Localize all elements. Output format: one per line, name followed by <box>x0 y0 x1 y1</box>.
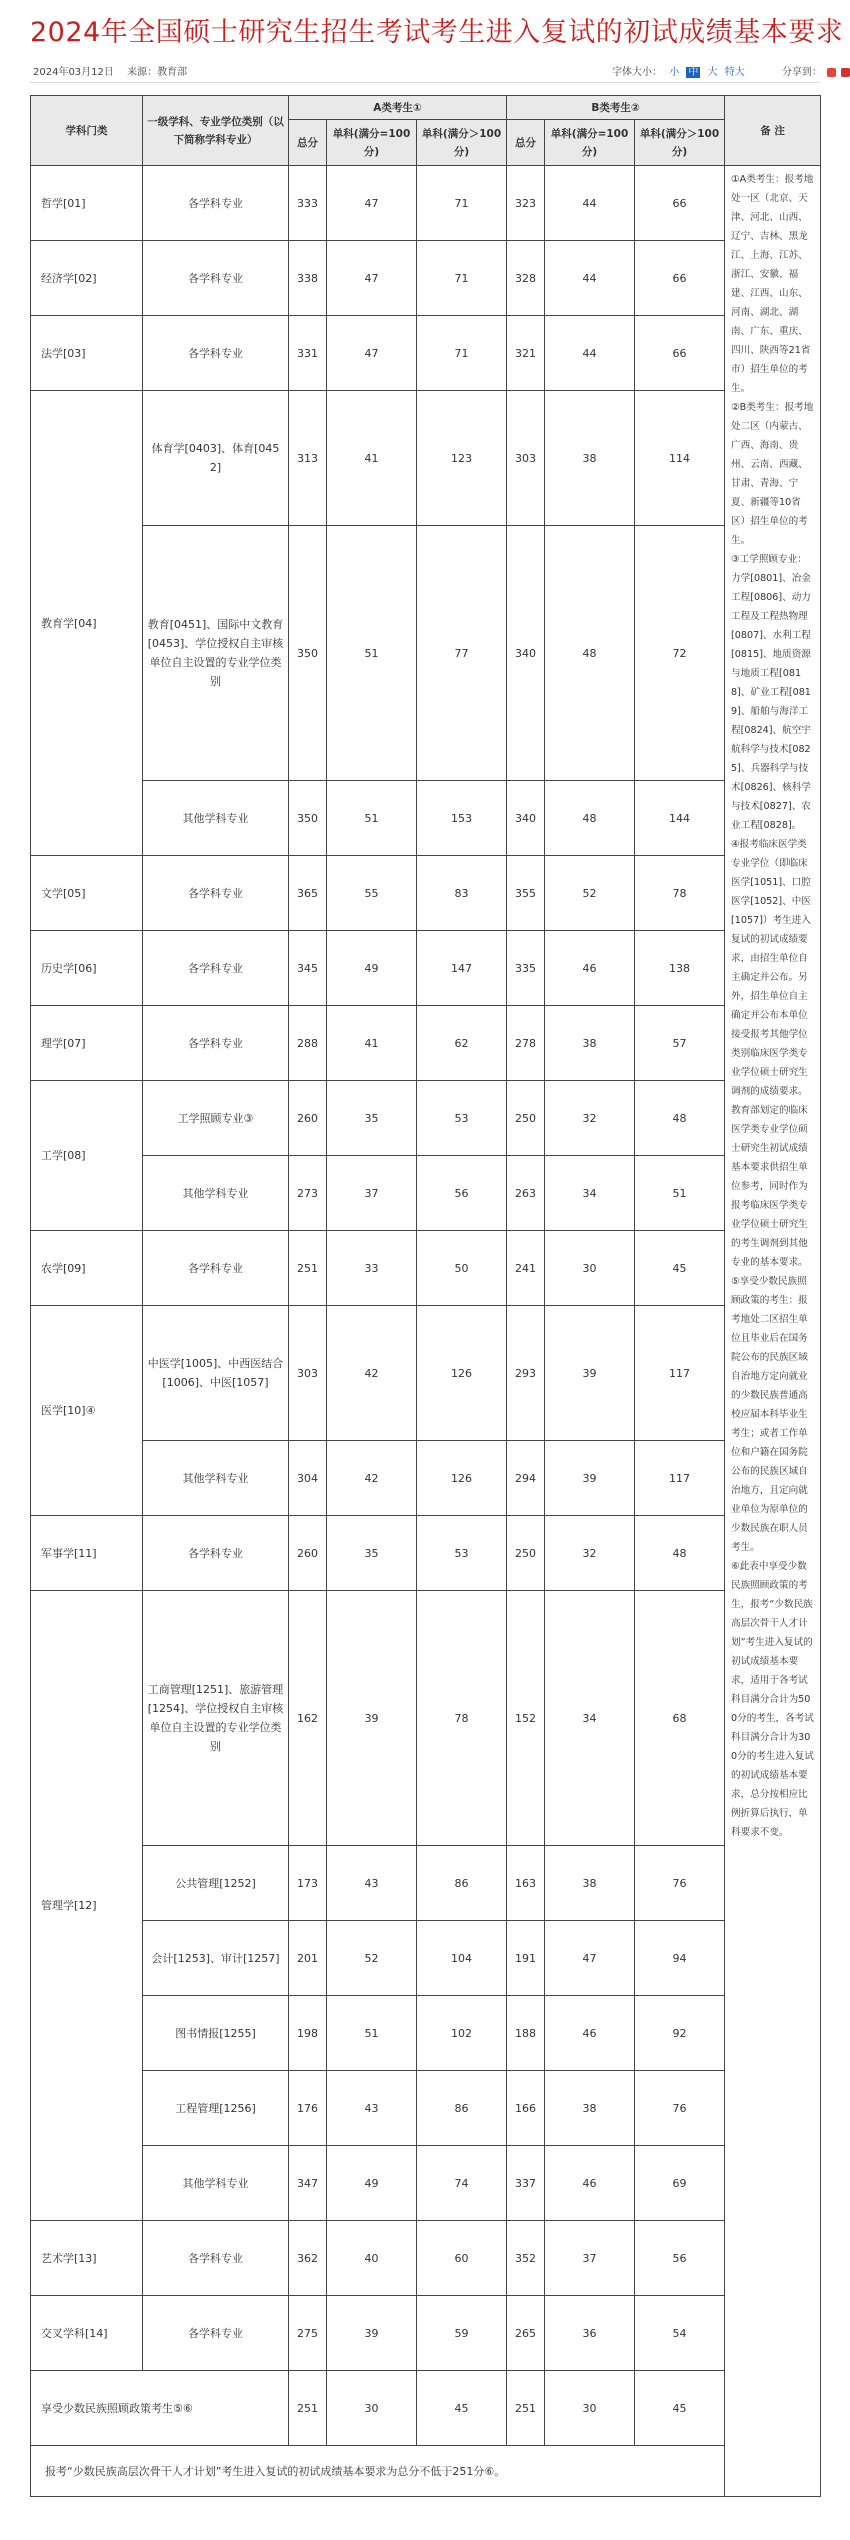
group-b-score-cell: 48 <box>635 1081 725 1156</box>
group-a-score-cell: 77 <box>417 526 507 781</box>
footer-note: 报考“少数民族高层次骨干人才计划”考生进入复试的初试成绩基本要求为总分不低于251分⑥。 <box>31 2446 725 2497</box>
group-a-score-cell: 60 <box>417 2221 507 2296</box>
group-b-score-cell: 38 <box>545 391 635 526</box>
group-a-score-cell: 201 <box>289 1921 327 1996</box>
category-cell: 各学科专业 <box>143 856 289 931</box>
share-label: 分享到： <box>781 67 822 78</box>
group-b-score-cell: 250 <box>507 1516 545 1591</box>
group-b-score-cell: 66 <box>635 241 725 316</box>
group-a-score-cell: 102 <box>417 1996 507 2071</box>
category-cell: 体育学[0403]、体育[0452] <box>143 391 289 526</box>
table-row <box>31 2071 821 2146</box>
group-b-score-cell: 72 <box>635 526 725 781</box>
group-b-score-cell: 39 <box>545 1306 635 1441</box>
group-b-score-cell: 337 <box>507 2146 545 2221</box>
group-a-score-cell: 49 <box>327 2146 417 2221</box>
group-a-score-cell: 362 <box>289 2221 327 2296</box>
header-a-single-over100: 单科(满分＞100分) <box>417 120 507 166</box>
article-tools <box>612 63 850 78</box>
category-cell: 各学科专业 <box>143 2221 289 2296</box>
group-a-score-cell: 126 <box>417 1306 507 1441</box>
group-b-score-cell: 335 <box>507 931 545 1006</box>
group-a-score-cell: 40 <box>327 2221 417 2296</box>
table-row <box>31 526 821 781</box>
category-cell: 其他学科专业 <box>143 2146 289 2221</box>
group-b-score-cell: 166 <box>507 2071 545 2146</box>
group-b-score-cell: 66 <box>635 316 725 391</box>
group-b-score-cell: 37 <box>545 2221 635 2296</box>
discipline-cell: 文学[05] <box>31 856 143 931</box>
group-a-score-cell: 62 <box>417 1006 507 1081</box>
category-cell: 教育[0451]、国际中文教育[0453]、学位授权自主审核单位自主设置的专业学位类别 <box>143 526 289 781</box>
header-b-single-over100: 单科(满分＞100分) <box>635 120 725 166</box>
category-cell: 各学科专业 <box>143 1006 289 1081</box>
group-a-score-cell: 53 <box>417 1081 507 1156</box>
group-b-score-cell: 45 <box>635 1231 725 1306</box>
group-a-score-cell: 35 <box>327 1516 417 1591</box>
group-b-score-cell: 36 <box>545 2296 635 2371</box>
group-a-score-cell: 176 <box>289 2071 327 2146</box>
discipline-cell: 工学[08] <box>31 1081 143 1231</box>
group-a-score-cell: 365 <box>289 856 327 931</box>
discipline-cell: 交叉学科[14] <box>31 2296 143 2371</box>
group-b-score-cell: 66 <box>635 166 725 241</box>
group-a-score-cell: 41 <box>327 1006 417 1081</box>
group-a-score-cell: 347 <box>289 2146 327 2221</box>
group-b-score-cell: 38 <box>545 2071 635 2146</box>
group-a-score-cell: 198 <box>289 1996 327 2071</box>
group-b-score-cell: 48 <box>635 1516 725 1591</box>
group-b-score-cell: 94 <box>635 1921 725 1996</box>
group-b-score-cell: 163 <box>507 1846 545 1921</box>
table-row <box>31 391 821 526</box>
group-b-score-cell: 293 <box>507 1306 545 1441</box>
header-category: 一级学科、专业学位类别（以下简称学科专业） <box>143 96 289 166</box>
notes-cell <box>725 166 821 2497</box>
category-cell: 各学科专业 <box>143 1516 289 1591</box>
group-b-score-cell: 38 <box>545 1006 635 1081</box>
group-a-score-cell: 71 <box>417 166 507 241</box>
group-b-score-cell: 34 <box>545 1156 635 1231</box>
group-b-score-cell: 340 <box>507 781 545 856</box>
group-a-score-cell: 331 <box>289 316 327 391</box>
group-b-score-cell: 34 <box>545 1591 635 1846</box>
discipline-cell: 历史学[06] <box>31 931 143 1006</box>
group-b-score-cell: 263 <box>507 1156 545 1231</box>
note-paragraph: ③工学照顾专业：力学[0801]、冶金工程[0806]、动力工程及工程热物理[0807]、水利工程[0815]、地质资源与地质工程[0818]、矿业工程[0819]、船舶与海洋工程[0824]、航空宇航科学与技术[0825]、兵器科学与技术[0826]、核科学与技术[0827]、农业工程[0828]。 <box>731 554 811 831</box>
header-group-a: A类考生① <box>289 96 507 120</box>
group-b-score-cell: 46 <box>545 931 635 1006</box>
group-a-score-cell: 333 <box>289 166 327 241</box>
group-b-score-cell: 152 <box>507 1591 545 1846</box>
note-paragraph: ④报考临床医学类专业学位（即临床医学[1051]、口腔医学[1052]、中医[1057]）考生进入复试的初试成绩要求，由招生单位自主确定并公布。另外，招生单位自主确定并公布本单位接受报考其他学位类别临床医学类专业学位硕士研究生调剂的成绩要求。教育部划定的临床医学类专业学位硕士研究生初试成绩基本要求供招生单位参考，同时作为报考临床医学类专业学位硕士研究生的考生调剂到其他专业的基本要求。 <box>731 839 811 1268</box>
group-b-score-cell: 114 <box>635 391 725 526</box>
group-b-score-cell: 76 <box>635 2071 725 2146</box>
table-row <box>31 856 821 931</box>
note-paragraph: ⑥此表中享受少数民族照顾政策的考生，报考“少数民族高层次骨干人才计划”考生进入复试的初试成绩基本要求，适用于各考试科目满分合计为500分的考生，各考试科目满分合计为300分的考生进入复试的初试成绩基本要求，总分按相应比例折算后执行，单科要求不变。 <box>731 1561 814 1838</box>
discipline-cell: 享受少数民族照顾政策考生⑤⑥ <box>31 2371 289 2446</box>
group-a-score-cell: 56 <box>417 1156 507 1231</box>
group-a-score-cell: 86 <box>417 2071 507 2146</box>
group-a-score-cell: 52 <box>327 1921 417 1996</box>
discipline-cell: 管理学[12] <box>31 1591 143 2221</box>
group-b-score-cell: 241 <box>507 1231 545 1306</box>
group-b-score-cell: 46 <box>545 1996 635 2071</box>
group-a-score-cell: 42 <box>327 1441 417 1516</box>
table-row <box>31 316 821 391</box>
group-b-score-cell: 68 <box>635 1591 725 1846</box>
group-b-score-cell: 38 <box>545 1846 635 1921</box>
group-b-score-cell: 323 <box>507 166 545 241</box>
group-b-score-cell: 265 <box>507 2296 545 2371</box>
header-a-single100: 单科(满分=100分) <box>327 120 417 166</box>
header-b-total: 总分 <box>507 120 545 166</box>
category-cell: 各学科专业 <box>143 166 289 241</box>
publish-date: 2024年03月12日 <box>33 67 114 78</box>
group-b-score-cell: 303 <box>507 391 545 526</box>
font-medium-button[interactable]: 中 <box>688 67 699 78</box>
table-row <box>31 1996 821 2071</box>
group-b-score-cell: 48 <box>545 526 635 781</box>
group-a-score-cell: 51 <box>327 1996 417 2071</box>
group-b-score-cell: 78 <box>635 856 725 931</box>
group-b-score-cell: 340 <box>507 526 545 781</box>
header-b-single100: 单科(满分=100分) <box>545 120 635 166</box>
group-a-score-cell: 71 <box>417 316 507 391</box>
group-a-score-cell: 162 <box>289 1591 327 1846</box>
group-b-score-cell: 30 <box>545 2371 635 2446</box>
table-row <box>31 781 821 856</box>
font-xlarge-button[interactable]: 特大 <box>724 67 745 78</box>
table-row <box>31 931 821 1006</box>
group-b-score-cell: 48 <box>545 781 635 856</box>
qzone-share-icon[interactable] <box>841 68 850 77</box>
group-a-score-cell: 338 <box>289 241 327 316</box>
discipline-cell: 哲学[01] <box>31 166 143 241</box>
note-paragraph: ⑤享受少数民族照顾政策的考生：报考地处二区招生单位且毕业后在国务院公布的民族区域自治地方定向就业的少数民族普通高校应届本科毕业生考生；或者工作单位和户籍在国务院公布的民族区域自治地方，且定向就业单位为原单位的少数民族在职人员考生。 <box>731 1276 808 1553</box>
page-title: 2024年全国硕士研究生招生考试考生进入复试的初试成绩基本要求 <box>30 17 844 48</box>
table-row <box>31 2371 821 2446</box>
group-a-score-cell: 55 <box>327 856 417 931</box>
group-b-score-cell: 44 <box>545 241 635 316</box>
group-b-score-cell: 352 <box>507 2221 545 2296</box>
group-b-score-cell: 39 <box>545 1441 635 1516</box>
discipline-cell: 理学[07] <box>31 1006 143 1081</box>
group-a-score-cell: 78 <box>417 1591 507 1846</box>
group-a-score-cell: 126 <box>417 1441 507 1516</box>
discipline-cell: 法学[03] <box>31 316 143 391</box>
group-a-score-cell: 350 <box>289 526 327 781</box>
group-b-score-cell: 32 <box>545 1516 635 1591</box>
group-b-score-cell: 57 <box>635 1006 725 1081</box>
group-a-score-cell: 39 <box>327 2296 417 2371</box>
category-cell: 各学科专业 <box>143 931 289 1006</box>
group-a-score-cell: 153 <box>417 781 507 856</box>
group-b-score-cell: 45 <box>635 2371 725 2446</box>
group-b-score-cell: 138 <box>635 931 725 1006</box>
group-a-score-cell: 51 <box>327 526 417 781</box>
category-cell: 公共管理[1252] <box>143 1846 289 1921</box>
group-a-score-cell: 42 <box>327 1306 417 1441</box>
table-row <box>31 1516 821 1591</box>
table-row <box>31 1081 821 1156</box>
group-a-score-cell: 43 <box>327 1846 417 1921</box>
group-b-score-cell: 328 <box>507 241 545 316</box>
group-b-score-cell: 44 <box>545 166 635 241</box>
group-a-score-cell: 304 <box>289 1441 327 1516</box>
group-a-score-cell: 104 <box>417 1921 507 1996</box>
group-b-score-cell: 47 <box>545 1921 635 1996</box>
table-row <box>31 1306 821 1441</box>
group-a-score-cell: 49 <box>327 931 417 1006</box>
category-cell: 中医学[1005]、中西医结合[1006]、中医[1057] <box>143 1306 289 1441</box>
group-a-score-cell: 350 <box>289 781 327 856</box>
group-a-score-cell: 30 <box>327 2371 417 2446</box>
category-cell: 工学照顾专业③ <box>143 1081 289 1156</box>
category-cell: 各学科专业 <box>143 316 289 391</box>
table-row <box>31 1846 821 1921</box>
discipline-cell: 艺术学[13] <box>31 2221 143 2296</box>
table-row <box>31 1006 821 1081</box>
note-paragraph: ②B类考生：报考地处二区（内蒙古、广西、海南、贵州、云南、西藏、甘肃、青海、宁夏、新疆等10省区）招生单位的考生。 <box>731 402 814 546</box>
group-b-score-cell: 191 <box>507 1921 545 1996</box>
group-b-score-cell: 92 <box>635 1996 725 2071</box>
group-a-score-cell: 74 <box>417 2146 507 2221</box>
group-a-score-cell: 86 <box>417 1846 507 1921</box>
group-a-score-cell: 288 <box>289 1006 327 1081</box>
group-a-score-cell: 37 <box>327 1156 417 1231</box>
category-cell: 各学科专业 <box>143 2296 289 2371</box>
category-cell: 各学科专业 <box>143 241 289 316</box>
group-b-score-cell: 117 <box>635 1306 725 1441</box>
discipline-cell: 医学[10]④ <box>31 1306 143 1516</box>
source-label: 来源：教育部 <box>127 67 188 78</box>
table-row <box>31 2296 821 2371</box>
group-b-score-cell: 251 <box>507 2371 545 2446</box>
group-b-score-cell: 32 <box>545 1081 635 1156</box>
group-a-score-cell: 53 <box>417 1516 507 1591</box>
group-a-score-cell: 47 <box>327 166 417 241</box>
group-a-score-cell: 313 <box>289 391 327 526</box>
group-a-score-cell: 123 <box>417 391 507 526</box>
category-cell: 图书情报[1255] <box>143 1996 289 2071</box>
group-a-score-cell: 43 <box>327 2071 417 2146</box>
group-b-score-cell: 321 <box>507 316 545 391</box>
category-cell: 其他学科专业 <box>143 1441 289 1516</box>
group-a-score-cell: 33 <box>327 1231 417 1306</box>
group-a-score-cell: 41 <box>327 391 417 526</box>
table-row <box>31 1921 821 1996</box>
header-discipline: 学科门类 <box>31 96 143 166</box>
group-a-score-cell: 251 <box>289 1231 327 1306</box>
group-b-score-cell: 294 <box>507 1441 545 1516</box>
group-b-score-cell: 278 <box>507 1006 545 1081</box>
group-a-score-cell: 59 <box>417 2296 507 2371</box>
group-b-score-cell: 250 <box>507 1081 545 1156</box>
table-row <box>31 2221 821 2296</box>
group-a-score-cell: 273 <box>289 1156 327 1231</box>
group-a-score-cell: 303 <box>289 1306 327 1441</box>
footer-row <box>31 2446 821 2497</box>
group-b-score-cell: 144 <box>635 781 725 856</box>
discipline-cell: 教育学[04] <box>31 391 143 856</box>
table-row <box>31 166 821 241</box>
score-table <box>30 95 821 2497</box>
font-size-label: 字体大小： <box>612 67 662 78</box>
group-b-score-cell: 44 <box>545 316 635 391</box>
group-a-score-cell: 251 <box>289 2371 327 2446</box>
group-b-score-cell: 188 <box>507 1996 545 2071</box>
group-a-score-cell: 260 <box>289 1081 327 1156</box>
font-large-button[interactable]: 大 <box>707 67 718 78</box>
group-b-score-cell: 46 <box>545 2146 635 2221</box>
discipline-cell: 军事学[11] <box>31 1516 143 1591</box>
group-a-score-cell: 173 <box>289 1846 327 1921</box>
group-b-score-cell: 69 <box>635 2146 725 2221</box>
category-cell: 会计[1253]、审计[1257] <box>143 1921 289 1996</box>
table-row <box>31 241 821 316</box>
group-b-score-cell: 355 <box>507 856 545 931</box>
group-b-score-cell: 30 <box>545 1231 635 1306</box>
table-row <box>31 1591 821 1846</box>
group-b-score-cell: 76 <box>635 1846 725 1921</box>
category-cell: 工商管理[1251]、旅游管理[1254]、学位授权自主审核单位自主设置的专业学位类别 <box>143 1591 289 1846</box>
note-paragraph: ①A类考生：报考地处一区（北京、天津、河北、山西、辽宁、吉林、黑龙江、上海、江苏、浙江、安徽、福建、江西、山东、河南、湖北、湖南、广东、重庆、四川、陕西等21省市）招生单位的考生。 <box>731 174 814 394</box>
group-a-score-cell: 71 <box>417 241 507 316</box>
category-cell: 各学科专业 <box>143 1231 289 1306</box>
group-a-score-cell: 39 <box>327 1591 417 1846</box>
share-bar <box>782 63 850 78</box>
group-a-score-cell: 260 <box>289 1516 327 1591</box>
discipline-cell: 农学[09] <box>31 1231 143 1306</box>
group-b-score-cell: 52 <box>545 856 635 931</box>
group-a-score-cell: 47 <box>327 241 417 316</box>
category-cell: 其他学科专业 <box>143 781 289 856</box>
group-a-score-cell: 147 <box>417 931 507 1006</box>
header-a-total: 总分 <box>289 120 327 166</box>
table-row <box>31 1156 821 1231</box>
group-a-score-cell: 35 <box>327 1081 417 1156</box>
header-group-b: B类考生② <box>507 96 725 120</box>
table-body <box>31 166 821 2497</box>
group-a-score-cell: 50 <box>417 1231 507 1306</box>
category-cell: 其他学科专业 <box>143 1156 289 1231</box>
table-row <box>31 2146 821 2221</box>
group-a-score-cell: 45 <box>417 2371 507 2446</box>
group-b-score-cell: 117 <box>635 1441 725 1516</box>
group-a-score-cell: 51 <box>327 781 417 856</box>
group-a-score-cell: 47 <box>327 316 417 391</box>
header-notes: 备 注 <box>725 96 821 166</box>
group-b-score-cell: 56 <box>635 2221 725 2296</box>
table-row <box>31 1231 821 1306</box>
divider <box>30 82 820 83</box>
group-a-score-cell: 83 <box>417 856 507 931</box>
category-cell: 工程管理[1256] <box>143 2071 289 2146</box>
group-b-score-cell: 51 <box>635 1156 725 1231</box>
table-row <box>31 1441 821 1516</box>
group-a-score-cell: 345 <box>289 931 327 1006</box>
article-meta <box>33 63 197 78</box>
weibo-share-icon[interactable] <box>827 68 836 77</box>
group-a-score-cell: 275 <box>289 2296 327 2371</box>
font-small-button[interactable]: 小 <box>669 67 680 78</box>
group-b-score-cell: 54 <box>635 2296 725 2371</box>
discipline-cell: 经济学[02] <box>31 241 143 316</box>
